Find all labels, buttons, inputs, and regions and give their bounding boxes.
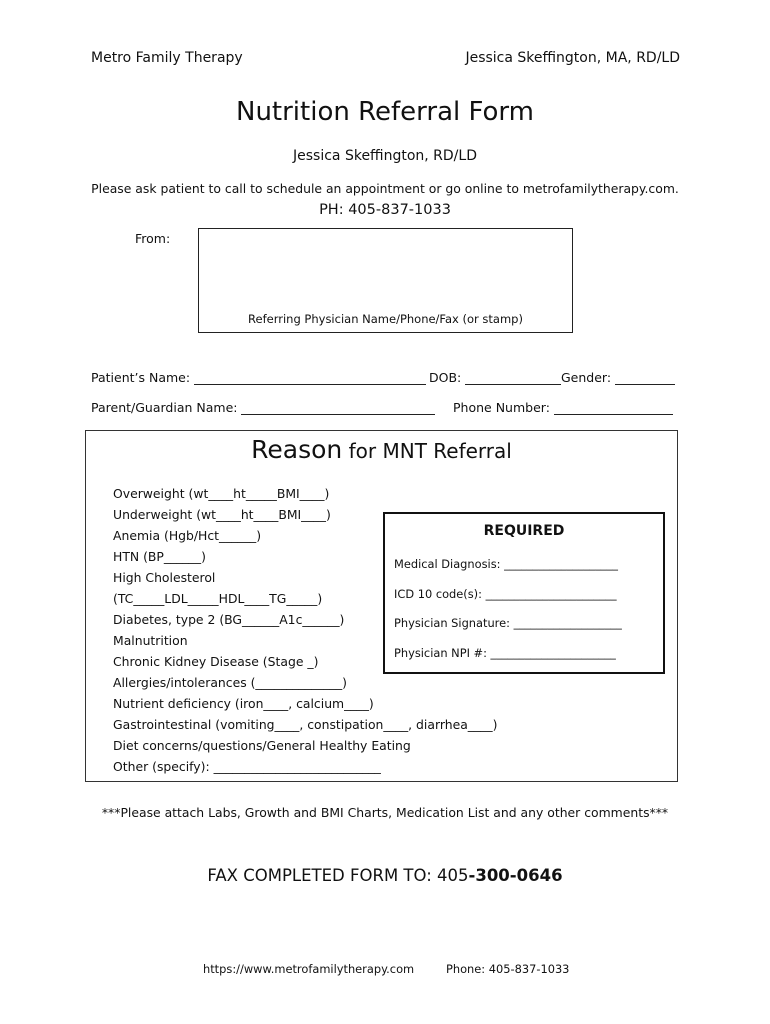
guardian-row: [91, 400, 435, 415]
reason-title-rest: for MNT Referral: [342, 439, 512, 463]
phone-line: PH: 405-837-1033: [319, 202, 451, 218]
page-title: Nutrition Referral Form: [236, 97, 534, 127]
gender-label: Gender:: [561, 370, 612, 385]
reason-item[interactable]: (TC_____LDL_____HDL____TG_____): [113, 591, 323, 606]
required-section: [383, 512, 665, 674]
required-list: [394, 555, 622, 673]
footer-url[interactable]: https://www.metrofamilytherapy.com: [203, 962, 415, 976]
reason-item[interactable]: Anemia (Hgb/Hct______): [113, 528, 262, 543]
fax-number: -300-0646: [468, 866, 563, 885]
reason-item[interactable]: Diet concerns/questions/General Healthy Eating: [113, 738, 411, 753]
patient-name-field[interactable]: [194, 371, 426, 385]
gender-row: [561, 370, 675, 385]
reason-title-big: Reason: [251, 435, 343, 464]
physician-npi-field[interactable]: Physician NPI #: ______________________: [394, 645, 616, 660]
physician-signature-field[interactable]: Physician Signature: ___________________: [394, 616, 622, 630]
gender-field[interactable]: [615, 371, 675, 385]
footer-phone: Phone: 405-837-1033: [446, 962, 570, 976]
guardian-field[interactable]: [241, 401, 435, 415]
referring-physician-box[interactable]: [198, 228, 573, 333]
fax-prefix: FAX COMPLETED FORM TO: 405: [207, 866, 469, 885]
referring-physician-caption: Referring Physician Name/Phone/Fax (or stamp): [248, 312, 523, 326]
attach-note: ***Please attach Labs, Growth and BMI Charts, Medication List and any other comments***: [101, 805, 669, 820]
reason-item[interactable]: Gastrointestinal (vomiting____, constipation____, diarrhea____): [113, 717, 498, 732]
reason-item[interactable]: Chronic Kidney Disease (Stage _): [113, 654, 319, 669]
reason-item[interactable]: Allergies/intolerances (______________): [113, 675, 347, 690]
reason-item[interactable]: Malnutrition: [113, 633, 188, 648]
patient-name-row: [91, 370, 426, 385]
dob-row: [429, 370, 561, 385]
page-subtitle: Jessica Skeffington, RD/LD: [293, 148, 477, 164]
reason-item[interactable]: High Cholesterol: [113, 570, 216, 585]
required-title: REQUIRED: [483, 523, 565, 539]
reason-item[interactable]: Underweight (wt____ht____BMI____): [113, 507, 331, 522]
reason-title: [86, 435, 677, 464]
provider-name: Jessica Skeffington, MA, RD/LD: [465, 50, 680, 66]
phone-number-row: [453, 400, 673, 415]
reason-item[interactable]: Overweight (wt____ht_____BMI____): [113, 486, 330, 501]
from-label: From:: [135, 231, 171, 246]
reason-item[interactable]: HTN (BP______): [113, 549, 206, 564]
phone-number-field[interactable]: [554, 401, 673, 415]
instructions-text: Please ask patient to call to schedule an appointment or go online to metrofamilytherapy.com.: [91, 181, 679, 196]
practice-name: Metro Family Therapy: [91, 50, 243, 66]
patient-name-label: Patient’s Name:: [91, 370, 191, 385]
reason-item[interactable]: Other (specify): ___________________________: [113, 759, 381, 774]
fax-line: [0, 866, 770, 885]
reason-item[interactable]: Diabetes, type 2 (BG______A1c______): [113, 612, 345, 627]
dob-label: DOB:: [429, 370, 462, 385]
icd10-codes-field[interactable]: ICD 10 code(s): _______________________: [394, 586, 617, 601]
phone-number-label: Phone Number:: [453, 400, 550, 415]
guardian-label: Parent/Guardian Name:: [91, 400, 238, 415]
dob-field[interactable]: [465, 371, 561, 385]
reason-item[interactable]: Nutrient deficiency (iron____, calcium____): [113, 696, 374, 711]
medical-diagnosis-field[interactable]: Medical Diagnosis: ____________________: [394, 557, 618, 571]
